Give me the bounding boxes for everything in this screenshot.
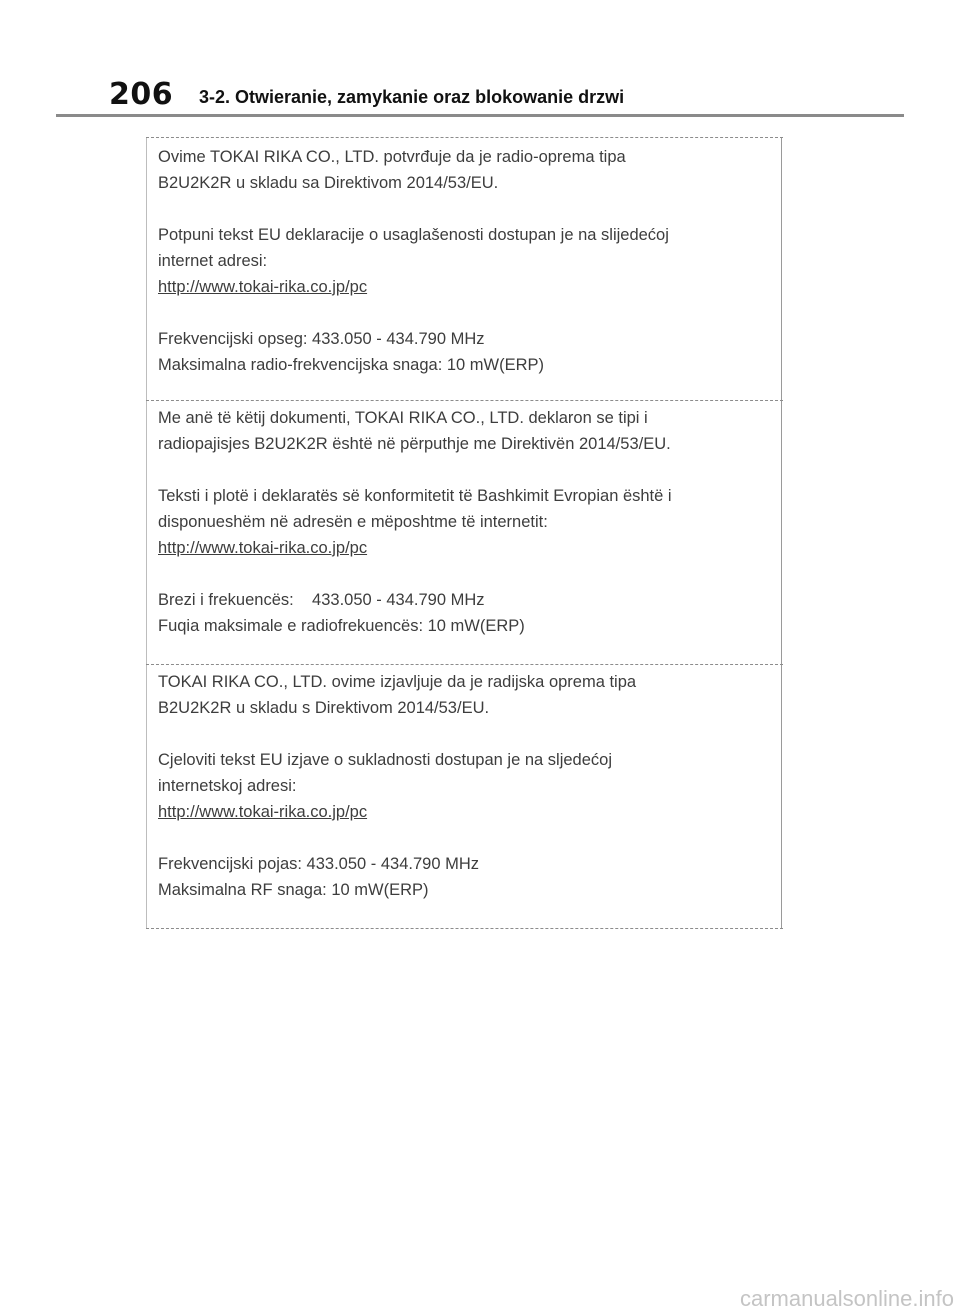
fulltext-line: Cjeloviti tekst EU izjave o sukladnosti dostupan je na sljedećoj: [158, 751, 612, 769]
declaration-block-croatian: [158, 669, 768, 903]
frequency-range: Brezi i frekuencës: 433.050 - 434.790 MHz: [158, 591, 485, 609]
panel-top-border: [146, 137, 783, 138]
max-power: Maksimalna radio-frekvencijska snaga: 10 mW(ERP): [158, 356, 545, 374]
frequency-range: Frekvencijski pojas: 433.050 - 434.790 MHz: [158, 855, 479, 873]
fulltext-line: internet adresi:: [158, 252, 268, 270]
section-title: 3-2. Otwieranie, zamykanie oraz blokowanie drzwi: [199, 87, 625, 107]
statement-line: TOKAI RIKA CO., LTD. ovime izjavljuje da je radijska oprema tipa: [158, 673, 637, 691]
declaration-block-bosnian: [158, 144, 768, 378]
fulltext-line: Teksti i plotë i deklaratës së konformitetit të Bashkimit Evropian është i: [158, 487, 672, 505]
statement-line: Ovime TOKAI RIKA CO., LTD. potvrđuje da je radio-oprema tipa: [158, 148, 626, 166]
panel-divider-2: [146, 664, 783, 665]
statement-line: Me anë të këtij dokumenti, TOKAI RIKA CO., LTD. deklaron se tipi i: [158, 409, 648, 427]
fulltext-line: Potpuni tekst EU deklaracije o usaglašenosti dostupan je na slijedećoj: [158, 226, 669, 244]
max-power: Fuqia maksimale e radiofrekuencës: 10 mW(ERP): [158, 617, 525, 635]
statement-line: B2U2K2R u skladu s Direktivom 2014/53/EU.: [158, 699, 490, 717]
site-watermark: carmanualsonline.info: [739, 1286, 954, 1311]
max-power: Maksimalna RF snaga: 10 mW(ERP): [158, 881, 429, 899]
declaration-block-albanian: [158, 405, 768, 639]
panel-divider-1: [146, 400, 783, 401]
fulltext-line: internetskoj adresi:: [158, 777, 297, 795]
statement-line: radiopajisjes B2U2K2R është në përputhje me Direktivën 2014/53/EU.: [158, 435, 671, 453]
declaration-url-link[interactable]: http://www.tokai-rika.co.jp/pc: [158, 539, 368, 557]
declaration-url-link[interactable]: http://www.tokai-rika.co.jp/pc: [158, 803, 368, 821]
fulltext-line: disponueshëm në adresën e mëposhtme të internetit:: [158, 513, 548, 531]
panel-bottom-border: [146, 928, 783, 929]
declaration-url-link[interactable]: http://www.tokai-rika.co.jp/pc: [158, 278, 368, 296]
frequency-range: Frekvencijski opseg: 433.050 - 434.790 MHz: [158, 330, 485, 348]
statement-line: B2U2K2R u skladu sa Direktivom 2014/53/EU.: [158, 174, 499, 192]
page-header: [56, 74, 904, 118]
header-rule: [56, 114, 904, 117]
page-number: 206: [109, 77, 174, 112]
